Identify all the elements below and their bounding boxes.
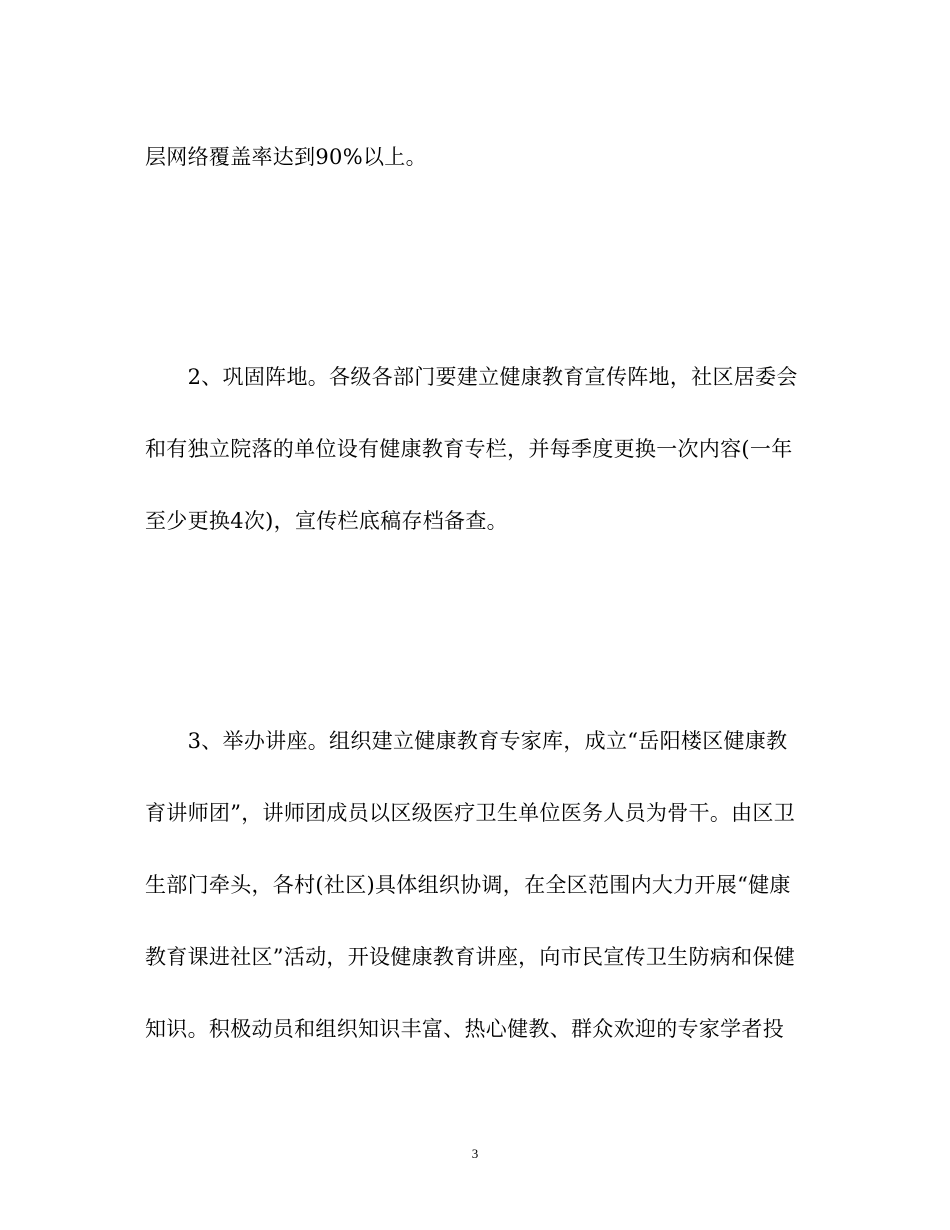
text-line-p2-2: 和有独立院落的单位设有健康教育专栏，并每季度更换一次内容(一年 [145, 437, 793, 461]
text-line-p2-1: 2、巩固阵地。各级各部门要建立健康教育宣传阵地，社区居委会 [145, 365, 798, 389]
text-line-p3-1: 3、举办讲座。组织建立健康教育专家库，成立“岳阳楼区健康教 [145, 729, 788, 753]
text-line-p3-4: 教育课进社区”活动，开设健康教育讲座，向市民宣传卫生防病和保健 [145, 945, 796, 969]
text-line-p3-5: 知识。积极动员和组织知识丰富、热心健教、群众欢迎的专家学者投 [145, 1017, 784, 1041]
text-line-continuation: 层网络覆盖率达到90%以上。 [145, 145, 427, 169]
page-number: 3 [471, 1146, 479, 1161]
text-line-p3-3: 生部门牵头，各村(社区)具体组织协调，在全区范围内大力开展“健康 [145, 873, 791, 897]
text-line-p2-3: 至少更换4次)，宣传栏底稿存档备查。 [145, 509, 508, 533]
text-line-p3-2: 育讲师团”，讲师团成员以区级医疗卫生单位医务人员为骨干。由区卫 [145, 801, 796, 825]
